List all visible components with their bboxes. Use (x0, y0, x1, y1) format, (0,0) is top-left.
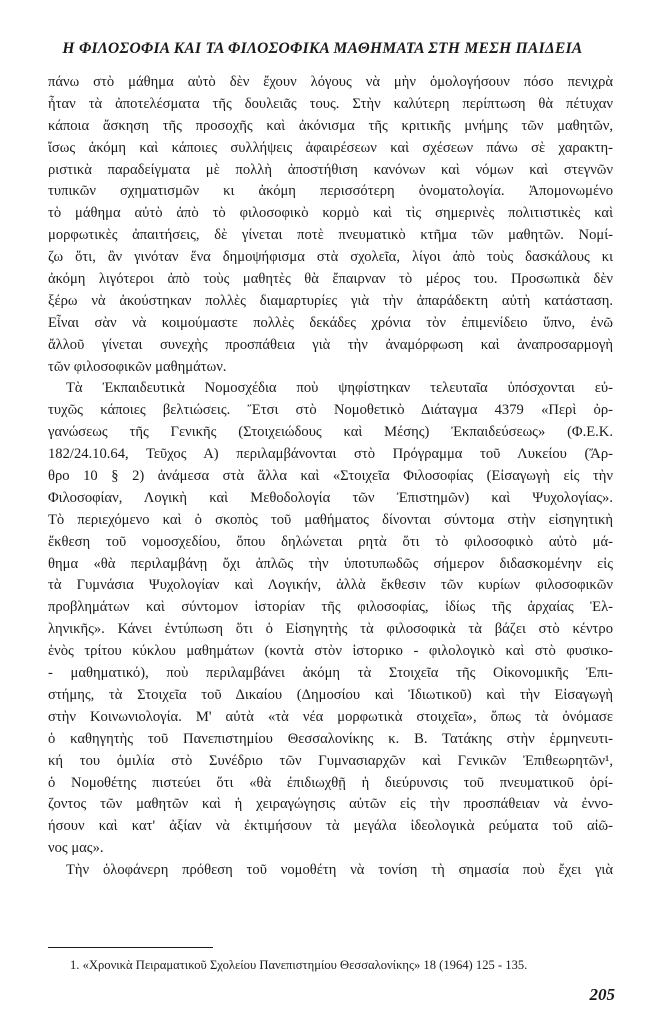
text-line: ἑνὸς τρίτου κύκλου μαθημάτων (κοντὰ στὸν ἱστορικο - φιλολογικὸ καὶ στὸ φυσικο- (48, 643, 613, 660)
text-line: τῶν φιλοσοφικῶν μαθημάτων. (48, 358, 227, 375)
text-line: τυπικῶν σχηματισμῶν κι ἀκόμη περισσότερη ὀνοματολογία. Ἀπομονωμένο (48, 183, 613, 200)
text-line: θρο 10 § 2) ἀνάμεσα στὰ ἄλλα καὶ «Στοιχεῖα Φιλοσοφίας (Εἰσαγωγὴ εἰς τὴν (48, 468, 613, 485)
text-line: ἦταν τὰ ἀποτελέσματα τῆς δουλειᾶς τους. Στὴν καλύτερη περίπτωση θὰ πέτυχαν (48, 95, 613, 112)
text-line: ληνικῆς». Κάνει ἐντύπωση ὅτι ὁ Εἰσηγητὴς τὰ φιλοσοφικὰ τὰ βάζει στὸ κέντρο (48, 621, 613, 638)
text-line: ζω ὅτι, ἂν γινόταν ἕνα δημοψήφισμα στὰ σχολεῖα, λίγοι ἀπὸ τοὺς δασκάλους κι (48, 249, 613, 266)
footnote-divider (48, 947, 213, 948)
text-line: ζοντος τῶν μαθητῶν καὶ ἡ χειραγώγησις αὐτῶν εἰς τὴν προσπάθειαν νὰ ἐννο- (48, 796, 613, 813)
text-line: θημα «θὰ περιλαμβάνῃ ὄχι ἁπλῶς τὴν ὑποτυπωδῶς σήμερον διδασκομένην εἰς (48, 555, 613, 572)
text-line: Φιλοσοφίαν, Λογικὴ καὶ Μεθοδολογία τῶν Ἐπιστημῶν) καὶ Ψυχολογίας». (48, 489, 613, 506)
text-line: κάποια ἄσκηση τῆς προσοχῆς καὶ ἀκόνισμα τῆς κριτικῆς μνήμης τῶν μαθητῶν, (48, 117, 613, 134)
text-line: στήμης, τὰ Στοιχεῖα τοῦ Δικαίου (Δημοσίου καὶ Ἰδιωτικοῦ) καὶ τὴν Εἰσαγωγὴ (48, 686, 613, 703)
text-line: προβλημάτων καὶ σύντομον ἱστορίαν τῆς φιλοσοφίας, ἰδίως τῆς ἀρχαίας Ἑλ- (48, 599, 613, 616)
body-text (48, 72, 613, 882)
text-line: κή του ὁμιλία στὸ Συνέδριο τῶν Γυμνασιαρχῶν καὶ Γενικῶν Ἐπιθεωρητῶν¹, (48, 752, 613, 769)
text-line: ὁ Νομοθέτης πιστεύει ὅτι «θὰ ἐπιδιωχθῇ ἡ διεύρυνσις τοῦ πνευματικοῦ ὁρί- (48, 774, 613, 791)
text-line: πάνω στὸ μάθημα αὐτὸ δὲν ἔχουν λόγους νὰ μὴν ὁμολογήσουν πόσο πενιχρὰ (48, 74, 613, 90)
text-line: Τὴν ὁλοφάνερη πρόθεση τοῦ νομοθέτη νὰ τονίση τὴ σημασία ποὺ ἔχει γιὰ (66, 862, 613, 879)
text-line: ἔκθεση τοῦ νομοσχεδίου, ὅπου δηλώνεται ρητὰ ὅτι τὸ φιλοσοφικὸ αὐτὸ μά- (48, 533, 613, 550)
text-line: ριστικὰ παραδείγματα μὲ πολλὴ ἀποστήθιση κανόνων καὶ νόμων καὶ στεγνῶν (48, 161, 613, 178)
text-line: νος μας». (48, 840, 104, 857)
text-line: τὰ Γυμνάσια Ψυχολογίαν καὶ Λογικήν, ἀλλὰ ἔκθεσιν τῶν κυρίων φιλοσοφικῶν (48, 577, 613, 594)
text-line: ξέρω νὰ ἀκούστηκαν πολλὲς διαμαρτυρίες γιὰ τὴν ἀπαράδεκτη αὐτὴ κατάσταση. (48, 292, 613, 309)
text-line: ὁ καθηγητὴς τοῦ Πανεπιστημίου Θεσσαλονίκης κ. Β. Τατάκης στὴν ἑρμηνευτι- (48, 730, 613, 747)
text-line: ἄλλοῦ γίνεται συνεχὴς προσπάθεια γιὰ τὴν ἀναμόρφωση καὶ ἀναπροσαρμογὴ (48, 336, 613, 353)
page-number: 205 (589, 985, 615, 1004)
text-line: ἀκόμη λιγότεροι ἀπὸ τοὺς μαθητὲς θὰ ἔπαιρναν τὸ μέρος του. Προσωπικὰ δὲν (48, 271, 613, 288)
text-line: ήσουν καὶ κατ' ἀξίαν νὰ ἐκτιμήσουν τὰ μεγάλα ἰδεολογικὰ ρεύματα τοῦ αἰῶ- (48, 818, 613, 835)
text-line: στὴν Κοινωνιολογία. Μ' αὐτὰ «τὰ νέα μορφωτικὰ στοιχεῖα», ὅπως τὰ ὀνόμασε (48, 708, 613, 725)
text-line: Τὸ περιεχόμενο καὶ ὁ σκοπὸς τοῦ μαθήματος δίνονται σύντομα στὴν εἰσηγητικὴ (48, 511, 613, 528)
text-line: τυχῶς κάποιες βελτιώσεις. Ἔτσι στὸ Νομοθετικὸ Διάταγμα 4379 «Περὶ ὀρ- (48, 402, 613, 419)
footnote: 1. «Χρονικὰ Πειραματικοῦ Σχολείου Πανεπιστημίου Θεσσαλονίκης» 18 (1964) 125 - 135. (70, 958, 528, 972)
text-line: - μαθηματικό), ποὺ περιλαμβάνει ἀκόμη τὰ Στοιχεῖα τῆς Οἰκονομικῆς Ἐπι- (48, 665, 613, 682)
text-line: γανώσεως τῆς Γενικῆς (Στοιχειώδους καὶ Μέσης) Ἐκπαιδεύσεως» (Φ.Ε.Κ. (48, 424, 613, 441)
text-line: 182/24.10.64, Τεῦχος Α) περιλαμβάνονται στὸ Πρόγραμμα τοῦ Λυκείου (Ἄρ- (48, 446, 613, 463)
text-line: μορφωτικὲς ἀπαιτήσεις, δὲ γίνεται ποτὲ πνευματικὸ κτῆμα τῶν μαθητῶν. Νομί- (48, 227, 613, 244)
paragraph-3 (48, 860, 613, 882)
running-head: Η ΦΙΛΟΣΟΦΙΑ ΚΑΙ ΤΑ ΦΙΛΟΣΟΦΙΚΑ ΜΑΘΗΜΑΤΑ ΣΤΗ ΜΕΣΗ ΠΑΙΔΕΙΑ (62, 40, 583, 57)
text-line: Εἶναι σὰν νὰ κοιμούμαστε πολλὲς δεκάδες χρόνια τὸν ἐπιμενίδειο ὕπνο, ἐνῶ (48, 314, 613, 331)
paragraph-1 (48, 72, 613, 378)
text-line: Τὰ Ἐκπαιδευτικὰ Νομοσχέδια ποὺ ψηφίστηκαν τελευταῖα ὑπόσχονται εὐ- (66, 380, 613, 397)
text-line: τὸ μάθημα αὐτὸ ἀπὸ τὸ φιλοσοφικὸ κορμὸ καὶ τὶς σημερινὲς πολιτιστικὲς καὶ (48, 205, 613, 222)
text-line: ἴσως ἀκόμη καὶ κάποιες συλλήψεις ἀφαιρέσεων καὶ σχέσεων πάνω σὲ χαρακτη- (48, 139, 613, 156)
paragraph-2 (48, 378, 613, 860)
